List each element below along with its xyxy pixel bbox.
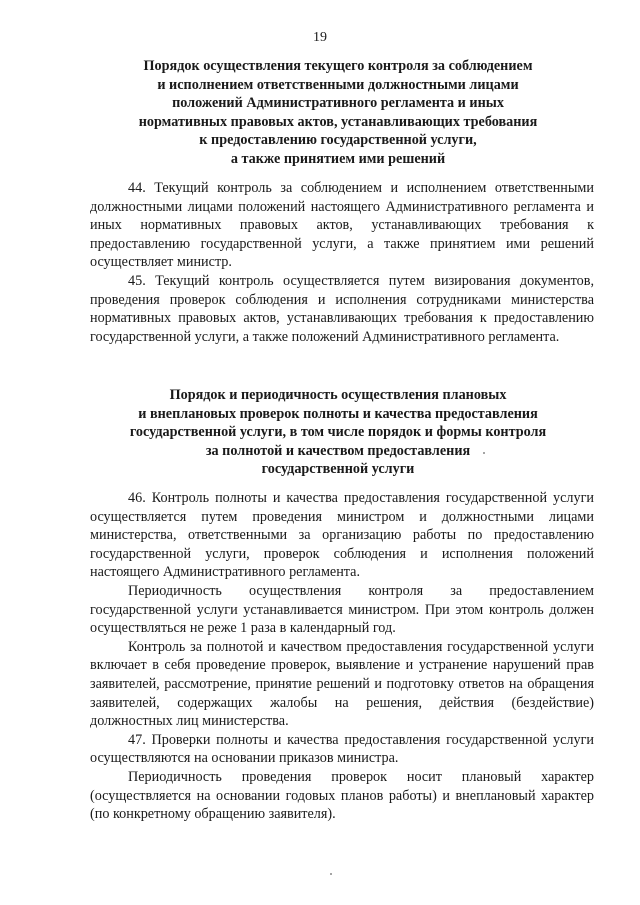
heading-line: государственной услуги, в том числе порядок и формы контроля bbox=[129, 424, 547, 441]
heading-line: к предоставлению государственной услуги, bbox=[199, 132, 477, 149]
section-heading-current-control bbox=[90, 57, 586, 169]
heading-line: Порядок осуществления текущего контроля за соблюдением bbox=[143, 58, 533, 74]
paragraph: 44. Текущий контроль за соблюдением и исполнением ответственными должностными лицами положений настоящего Административного регламента и иных нормативных правовых актов, устанавливающих требования к предоставлению государственной услуги, а также принятием ими решений осуществляет министр. bbox=[90, 180, 594, 271]
scan-speck bbox=[330, 873, 332, 875]
heading-line: и исполнением ответственными должностными лицами bbox=[157, 76, 519, 93]
paragraph: 47. Проверки полноты и качества предоставления государственной услуги осуществляются на основании приказов министра. bbox=[90, 731, 594, 767]
heading-line: Порядок и периодичность осуществления плановых bbox=[169, 387, 507, 403]
section-body-current-control bbox=[90, 179, 594, 346]
heading-line: нормативных правовых актов, устанавливающих требования bbox=[138, 113, 538, 130]
page-number: 19 bbox=[313, 30, 327, 45]
paragraph: Периодичность проведения проверок носит плановый характер (осуществляется на основании годовых планов работы) и внеплановый характер (по конкретному обращению заявителя). bbox=[90, 768, 594, 823]
paragraph: 46. Контроль полноты и качества предоставления государственной услуги осуществляется путем проведения министром и должностными лицами министерства, ответственными за организацию работы по предоставлению государственной услуги, проверок соблюдения и исполнения положений настоящего Административного регламента. bbox=[90, 490, 594, 581]
section-heading-inspections bbox=[90, 386, 586, 479]
paragraph: 45. Текущий контроль осуществляется путем визирования документов, проведения проверок соблюдения и исполнения сотрудниками министерства нормативных правовых актов, устанавливающих требования к предоставлению государственной услуги, а также положений Административного регламента. bbox=[90, 272, 594, 345]
heading-line: государственной услуги bbox=[261, 461, 415, 478]
heading-line: и внеплановых проверок полноты и качества предоставления bbox=[138, 405, 538, 422]
paragraph: Контроль за полнотой и качеством предоставления государственной услуги включает в себя проведение проверок, выявление и устранение нарушений прав заявителей, рассмотрение, принятие решений и подготовку ответов на обращения заявителей, содержащих жалобы на решения, действия (бездействие) должностных лиц министерства. bbox=[90, 638, 594, 730]
heading-line: а также принятием ими решений bbox=[230, 150, 446, 167]
scan-speck bbox=[483, 452, 485, 454]
heading-line: положений Административного регламента и иных bbox=[172, 95, 504, 112]
section-body-inspections bbox=[90, 489, 594, 824]
heading-line: за полнотой и качеством предоставления bbox=[205, 442, 471, 459]
paragraph: Периодичность осуществления контроля за предоставлением государственной услуги устанавливается министром. При этом контроль должен осуществляться не реже 1 раза в календарный год. bbox=[90, 582, 594, 637]
